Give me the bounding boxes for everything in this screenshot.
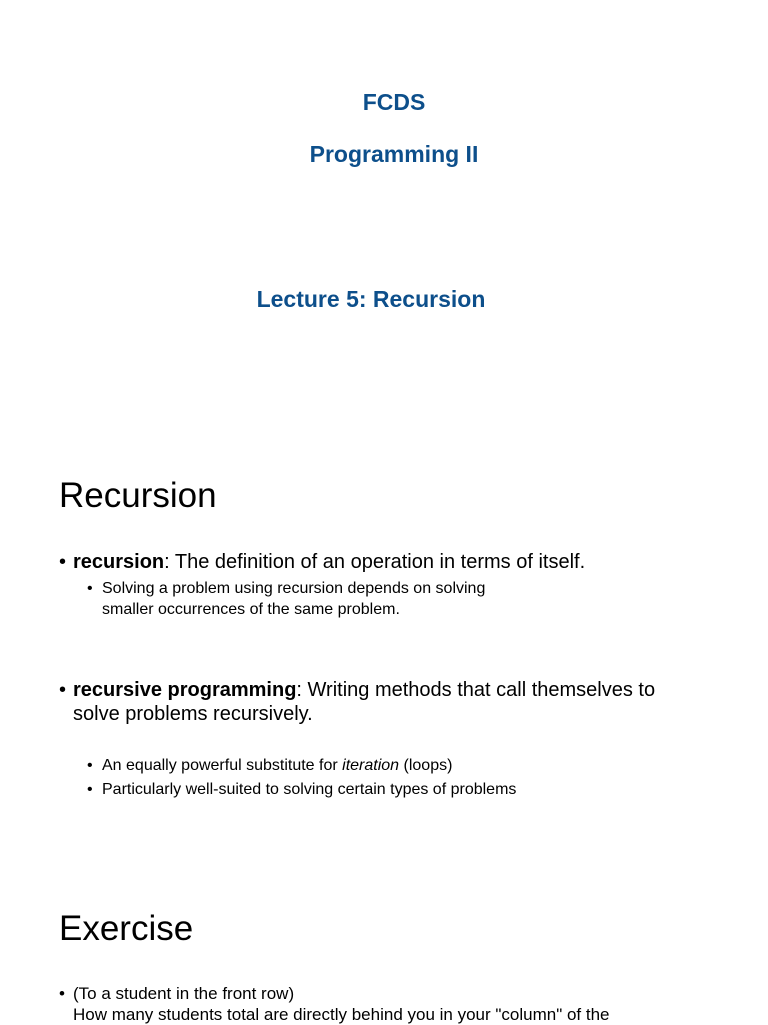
sub-bullet-text: An equally powerful substitute for: [102, 757, 343, 774]
exercise-text-line: How many students total are directly behind you in your "column" of the: [73, 1005, 610, 1024]
sub-bullet-line: Solving a problem using recursion depends on solving: [102, 580, 486, 597]
title-course: Programming II: [309, 141, 479, 167]
bullet-dot: •: [87, 580, 93, 597]
definition-continuation: solve problems recursively.: [73, 703, 313, 725]
sub-bullet-text: (loops): [399, 757, 453, 774]
bullet-dot: •: [59, 551, 67, 573]
slide-heading-recursion: Recursion: [59, 476, 217, 515]
sub-bullet-text: Particularly well-suited to solving certain types of problems: [102, 781, 517, 798]
bullet-dot: •: [87, 781, 93, 798]
definition-recursive-programming: : Writing methods that call themselves to: [296, 679, 656, 701]
term-recursion: recursion: [73, 551, 165, 573]
bullet-dot: •: [87, 757, 93, 774]
term-iteration: iteration: [342, 757, 400, 774]
bullet-dot: •: [59, 984, 65, 1003]
exercise-text-line: (To a student in the front row): [73, 984, 295, 1003]
sub-bullet-line: smaller occurrences of the same problem.: [102, 601, 400, 618]
slide-heading-exercise: Exercise: [59, 909, 194, 948]
title-lecture: Lecture 5: Recursion: [256, 286, 486, 312]
title-fcds: FCDS: [362, 89, 426, 115]
term-recursive-programming: recursive programming: [73, 679, 297, 701]
bullet-dot: •: [59, 679, 67, 701]
bullet-exercise: [59, 983, 659, 1025]
definition-recursion: : The definition of an operation in terms of itself.: [164, 551, 586, 573]
